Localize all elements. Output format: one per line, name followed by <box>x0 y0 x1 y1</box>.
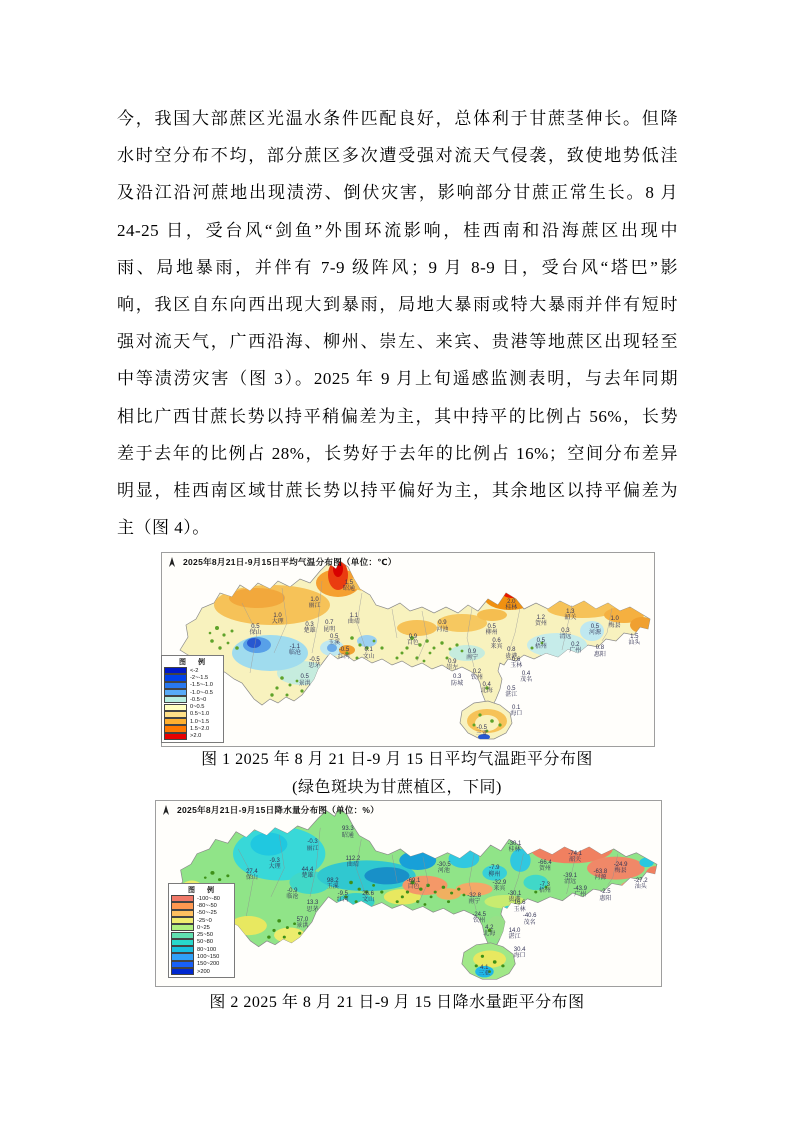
legend-color-swatch <box>171 946 194 953</box>
station-label: 1.0 大理 <box>271 612 284 625</box>
station-label: -30.1 桂林 <box>507 841 522 854</box>
legend-color-swatch <box>171 961 194 968</box>
station-label: -27.2 汕头 <box>633 878 648 891</box>
map1-title: 2025年8月21日-9月15日平均气温分布图（单位：℃） <box>183 557 397 567</box>
station-label: 1.1 曲靖 <box>347 612 360 625</box>
paragraph-line: 相比广西甘蔗长势以持平稍偏差为主，其中持平的比例占 56%，长势 <box>117 406 678 426</box>
station-label: 44.4 楚雄 <box>301 866 314 880</box>
station-label: 0.2 钦州 <box>470 668 483 681</box>
station-label: -74.1 韶关 <box>568 850 582 863</box>
station-label: -43.9 广州 <box>573 885 588 898</box>
paragraph-line: 今，我国大部蔗区光温水条件匹配良好，总体利于甘蔗茎伸长。但降 <box>117 109 678 128</box>
legend-row <box>171 968 231 975</box>
paragraph-line: 24-25 日，受台风“剑鱼”外围环流影响，桂西南和沿海蔗区出现中 <box>117 220 678 240</box>
station-label: 0.8 贵港 <box>505 647 518 660</box>
legend-row <box>164 703 220 710</box>
paragraph-line: 主（图 4）。 <box>117 518 210 538</box>
station-label: -9.3 大理 <box>268 857 281 870</box>
station-label: 57.0 景洪 <box>296 916 309 930</box>
legend-row <box>171 961 231 968</box>
station-label: 0.6 来宾 <box>490 637 503 650</box>
station-label: 0.5 河源 <box>588 623 601 637</box>
station-label: 0.3 清远 <box>559 627 572 641</box>
station-label: -32.8 南宁 <box>467 892 481 906</box>
legend-row <box>164 696 220 703</box>
legend-color-swatch <box>171 968 194 975</box>
legend-color-swatch <box>164 667 187 674</box>
legend-color-swatch <box>164 704 187 711</box>
station-label: 0.9 南宁 <box>465 649 478 662</box>
legend-label: 25~50 <box>197 932 214 938</box>
station-label: 0.7 昆明 <box>323 620 336 633</box>
legend-row <box>171 902 231 909</box>
station-label: 26.6 文山 <box>362 890 375 904</box>
legend-row <box>164 689 220 696</box>
station-label: 4.1 三亚 <box>478 964 491 978</box>
legend-label: -80~-50 <box>197 903 217 909</box>
legend-row <box>171 917 231 924</box>
station-label: 14.0 湛江 <box>508 927 521 941</box>
legend-color-swatch <box>164 696 187 703</box>
legend-label: -1.5~-1.0 <box>190 682 213 689</box>
station-label: 1.0 梅县 <box>608 616 621 629</box>
legend-row <box>171 953 231 960</box>
station-label: 27.4 保山 <box>245 868 258 881</box>
station-label: 1.0 丽江 <box>308 596 321 610</box>
legend-label: 0~0.5 <box>190 704 205 710</box>
station-label: -69.1 百色 <box>406 878 421 891</box>
legend-row <box>171 931 231 938</box>
station-label: -24.9 梅县 <box>613 861 628 874</box>
paragraph-line: 雨、局地暴雨，并伴有 7-9 级阵风；9 月 8-9 日，受台风“塔巴”影 <box>117 257 678 277</box>
legend-label: 1.5~2.0 <box>190 726 210 732</box>
legend-color-swatch <box>171 917 194 924</box>
station-label: 0.9 百色 <box>406 633 419 646</box>
legend-color-swatch <box>171 932 194 939</box>
legend-label: >2.0 <box>190 733 202 740</box>
legend-color-swatch <box>164 725 187 732</box>
figure1-temperature-map-panel <box>161 552 655 747</box>
station-label: 0.9 河池 <box>436 620 449 633</box>
station-label: 0.5 湛江 <box>505 685 518 698</box>
station-label: -24.5 钦州 <box>472 911 487 924</box>
station-label: 0.5 梧州 <box>534 637 547 650</box>
station-label: 0.9 崇左 <box>446 658 459 671</box>
station-label: 16.6 玉林 <box>513 900 526 913</box>
body-paragraph <box>117 100 678 546</box>
station-label: -39.1 清远 <box>563 872 577 885</box>
station-label: -0.9 临沧 <box>286 887 299 900</box>
legend-row <box>164 733 220 740</box>
station-label: 98.2 玉溪 <box>326 878 339 891</box>
legend-row <box>171 910 231 917</box>
north-arrow-icon <box>162 803 170 821</box>
legend-label: -100~-80 <box>197 895 220 902</box>
station-label: 0.5 玉溪 <box>328 633 341 646</box>
legend-color-swatch <box>171 895 194 902</box>
legend-label: -25~0 <box>197 917 212 924</box>
paragraph-line: 明显，桂西南区域甘蔗长势以持平偏好为主，其余地区以持平偏差为 <box>117 480 678 500</box>
station-label: 112.2 曲靖 <box>345 855 361 869</box>
legend-label: >200 <box>197 968 210 975</box>
legend-label: <-2 <box>190 667 199 674</box>
legend-color-swatch <box>164 689 187 696</box>
station-label: 93.3 昭通 <box>341 826 354 839</box>
north-arrow-icon <box>168 555 176 573</box>
station-label: -30.5 河池 <box>437 861 451 874</box>
legend-color-swatch <box>164 718 187 725</box>
map2-title: 2025年8月21日-9月15日降水量分布图（单位：%） <box>177 805 380 815</box>
station-label: -0.3 丽江 <box>306 839 319 852</box>
legend-color-swatch <box>164 674 187 681</box>
legend-rows <box>164 667 220 740</box>
station-label: 13.3 思茅 <box>306 900 319 913</box>
station-label: -0.5 红河 <box>338 647 351 660</box>
station-label: -2.5 惠阳 <box>599 889 612 902</box>
station-label: -0.5 三亚 <box>475 724 488 737</box>
map1-legend <box>161 655 224 743</box>
station-label: 0.1 海口 <box>510 705 523 718</box>
paragraph-line: 中等渍涝灾害（图 3）。2025 年 9 月上旬遥感监测表明，与去年同期 <box>117 369 678 389</box>
station-label: 0.5 保山 <box>249 623 262 637</box>
legend-color-swatch <box>171 939 194 946</box>
station-label: 0.4 北海 <box>480 681 493 695</box>
legend-label: 1.0~1.5 <box>190 718 210 725</box>
legend-color-swatch <box>164 733 187 740</box>
station-label: 1.2 贺州 <box>534 614 547 627</box>
station-label: 0.2 广州 <box>569 641 582 654</box>
station-label: 0.3 楚雄 <box>303 622 316 635</box>
station-label: 30.4 海口 <box>513 946 526 959</box>
legend-color-swatch <box>171 902 194 909</box>
legend-header: 图 例 <box>179 659 210 666</box>
figure2-precipitation-map-panel <box>155 800 662 987</box>
paragraph-line: 强对流天气，广西沿海、柳州、崇左、来宾、贵港等地蔗区出现轻至 <box>117 332 678 352</box>
legend-label: 0.5~1.0 <box>190 711 210 718</box>
legend-row <box>164 711 220 718</box>
legend-label: 50~80 <box>197 939 214 946</box>
legend-row <box>171 895 231 902</box>
legend-color-swatch <box>164 711 187 718</box>
station-label: 4.2 北海 <box>483 924 496 937</box>
legend-row <box>164 667 220 674</box>
station-label: -40.6 茂名 <box>522 913 537 926</box>
legend-row <box>171 946 231 953</box>
station-label: -66.4 贺州 <box>538 859 552 872</box>
station-label: 0.4 茂名 <box>520 670 533 683</box>
legend-color-swatch <box>164 682 187 689</box>
station-label: 2.0 桂林 <box>505 598 518 612</box>
legend-color-swatch <box>171 953 194 960</box>
paragraph-line: 差于去年的比例占 28%，长势好于去年的比例占 16%；空间分布差异 <box>117 443 678 463</box>
figure1-caption-note: (绿色斑块为甘蔗植区，下同) <box>292 779 502 796</box>
station-label: -32.9 来宾 <box>492 879 507 893</box>
paragraph-line: 水时空分布不均，部分蔗区多次遭受强对流天气侵袭，致使地势低洼 <box>117 146 678 166</box>
paragraph-line: 及沿江沿河蔗地出现渍涝、倒伏灾害，影响部分甘蔗正常生长。8 月 <box>117 183 678 203</box>
figure1-caption: 图 1 2025 年 8 月 21 日-9 月 15 日平均气温距平分布图 <box>201 751 593 768</box>
figure2-caption: 图 2 2025 年 8 月 21 日-9 月 15 日降水量距平分布图 <box>209 994 585 1011</box>
legend-row <box>171 924 231 931</box>
legend-label: 80~100 <box>197 946 217 953</box>
station-label: 0.5 景洪 <box>298 674 311 687</box>
map1-station-labels <box>162 553 654 746</box>
legend-row <box>164 725 220 732</box>
legend-label: 150~200 <box>197 961 220 968</box>
station-label: 1.5 汕头 <box>628 633 641 646</box>
legend-row <box>164 718 220 725</box>
map2-legend <box>168 883 235 978</box>
station-label: 0.1 文山 <box>362 647 375 660</box>
station-label: 0.3 防城 <box>451 674 464 687</box>
legend-label: -1.0~-0.5 <box>190 689 213 696</box>
station-label: -9.5 红河 <box>336 890 349 904</box>
station-label: 0.8 惠阳 <box>593 645 606 658</box>
legend-row <box>164 682 220 689</box>
legend-color-swatch <box>171 910 194 917</box>
legend-header: 图 例 <box>188 887 219 894</box>
station-label: -7.9 柳州 <box>488 865 501 878</box>
station-label: -30.1 贵港 <box>507 890 522 904</box>
station-label: 0.6 玉林 <box>510 656 523 669</box>
legend-row <box>171 939 231 946</box>
station-label: -7.3 梧州 <box>538 881 551 894</box>
legend-label: 100~150 <box>197 954 220 960</box>
station-label: 1.3 韶关 <box>564 608 577 621</box>
legend-label: -50~-25 <box>197 910 217 917</box>
station-label: 0.5 柳州 <box>485 623 498 637</box>
legend-color-swatch <box>171 924 194 931</box>
legend-label: 0~25 <box>197 924 210 931</box>
legend-label: -0.5~0 <box>190 696 207 703</box>
legend-label: -2~-1.5 <box>190 675 209 681</box>
paragraph-line: 响，我区自东向西出现大到暴雨，局地大暴雨或特大暴雨并伴有短时 <box>117 294 678 314</box>
station-label: -1.1 临沧 <box>288 643 301 656</box>
station-label: -63.8 河源 <box>593 868 608 881</box>
station-label: 1.5 昭通 <box>342 579 355 592</box>
station-label: -0.5 思茅 <box>308 656 321 669</box>
legend-rows <box>171 895 231 975</box>
legend-row <box>164 674 220 681</box>
